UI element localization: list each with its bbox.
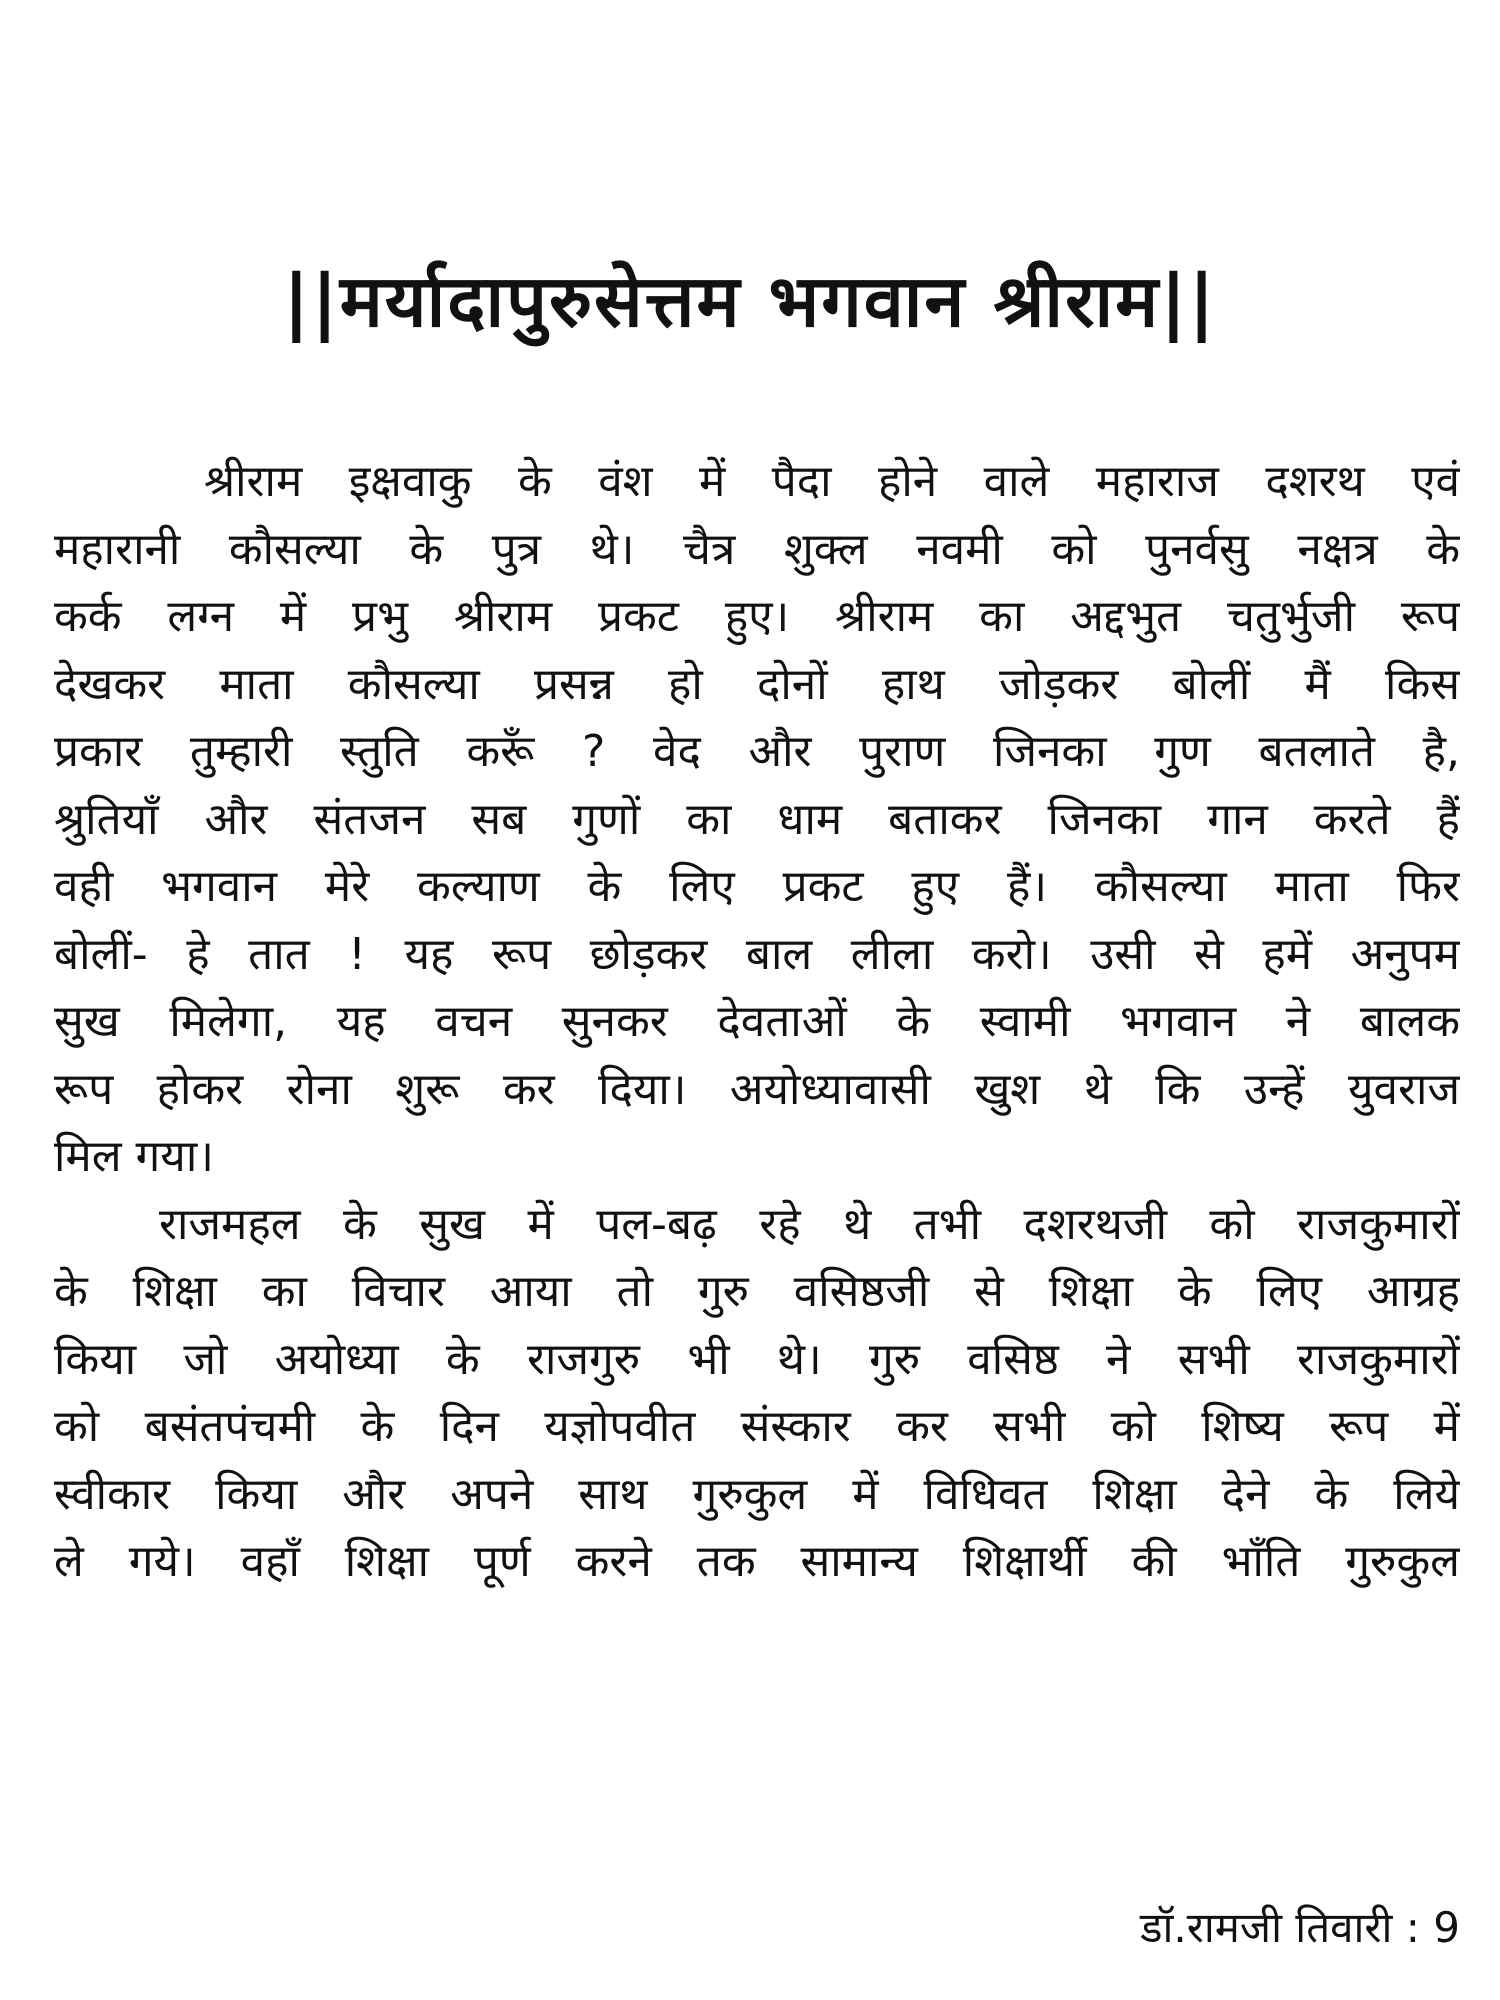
text-line: को बसंतपंचमी के दिन यज्ञोपवीत संस्कार कर सभी को शिष्य रूप में: [54, 1401, 1460, 1452]
text-line: ले गये। वहाँ शिक्षा पूर्ण करने तक सामान्य शिक्षार्थी की भाँति गुरुकुल: [54, 1536, 1460, 1587]
text-line: रूप होकर रोना शुरू कर दिया। अयोध्यावासी खुश थे कि उन्हें युवराज: [54, 1063, 1460, 1115]
text-line: स्वीकार किया और अपने साथ गुरुकुल में विधिवत शिक्षा देने के लिये: [54, 1468, 1460, 1520]
text-line: के शिक्षा का विचार आया तो गुरु वसिष्ठजी से शिक्षा के लिए आग्रह: [54, 1266, 1460, 1317]
text-line: बोलीं- हे तात ! यह रूप छोड़कर बाल लीला करो। उसी से हमें अनुपम: [54, 928, 1460, 980]
text-line: महारानी कौसल्या के पुत्र थे। चैत्र शुक्ल नवमी को पुनर्वसु नक्षत्र के: [54, 523, 1460, 575]
text-line: मिल गया।: [54, 1131, 214, 1182]
body-text: [54, 448, 1460, 1596]
page-title: ||मर्यादापुरुसेत्तम भगवान श्रीराम||: [283, 259, 1217, 343]
text-line: सुख मिलेगा, यह वचन सुनकर देवताओं के स्वामी भगवान ने बालक: [54, 996, 1460, 1047]
text-line: प्रकार तुम्हारी स्तुति करूँ ? वेद और पुराण जिनका गुण बतलाते है,: [54, 726, 1460, 777]
text-line: किया जो अयोध्या के राजगुरु भी थे। गुरु वसिष्ठ ने सभी राजकुमारों: [54, 1333, 1460, 1385]
text-line: देखकर माता कौसल्या प्रसन्न हो दोनों हाथ जोड़कर बोलीं मैं किस: [54, 658, 1460, 710]
text-line: राजमहल के सुख में पल-बढ़ रहे थे तभी दशरथजी को राजकुमारों: [159, 1198, 1460, 1250]
text-line: श्रीराम इक्षवाकु के वंश में पैदा होने वाले महाराज दशरथ एवं: [204, 456, 1460, 507]
text-line: वही भगवान मेरे कल्याण के लिए प्रकट हुए हैं। कौसल्या माता फिर: [54, 861, 1460, 912]
text-line: कर्क लग्न में प्रभु श्रीराम प्रकट हुए। श्रीराम का अद्दभुत चतुर्भुजी रूप: [54, 591, 1460, 642]
page-footer: डॉ.रामजी तिवारी : 9: [1140, 1903, 1460, 1952]
text-line: श्रुतियाँ और संतजन सब गुणों का धाम बताकर जिनका गान करते हैं: [54, 793, 1460, 845]
